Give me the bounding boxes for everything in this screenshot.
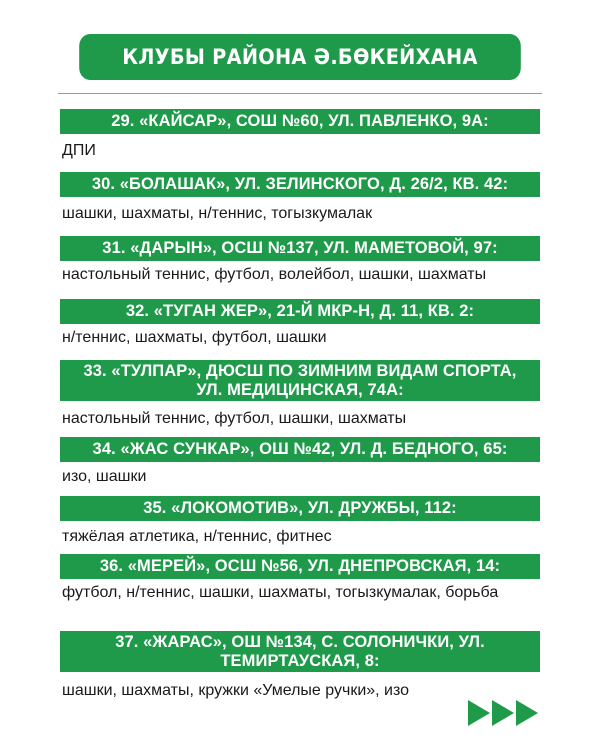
club-activities: тяжёлая атлетика, н/теннис, фитнес [62,528,332,545]
club-header: 34. «ЖАС СУНКАР», ОШ №42, УЛ. Д. БЕДНОГО, 65: [60,437,540,462]
page-title-text: КЛУБЫ РАЙОНА Ә.БӨКЕЙХАНА [122,45,478,69]
club-header: 32. «ТУГАН ЖЕР», 21-Й МКР-Н, Д. 11, КВ. 2: [60,299,540,324]
arrow-right-icon [516,700,538,726]
club-activities: шашки, шахматы, кружки «Умелые ручки», изо [62,682,410,699]
club-header: 35. «ЛОКОМОТИВ», УЛ. ДРУЖБЫ, 112: [60,496,540,521]
club-header: 31. «ДАРЫН», ОСШ №137, УЛ. МАМЕТОВОЙ, 97: [60,236,540,261]
club-activities: настольный теннис, футбол, волейбол, шашки, шахматы [62,266,487,283]
club-header: 30. «БОЛАШАК», УЛ. ЗЕЛИНСКОГО, Д. 26/2, КВ. 42: [60,172,540,197]
club-header: 36. «МЕРЕЙ», ОСШ №56, УЛ. ДНЕПРОВСКАЯ, 14: [60,554,540,579]
club-activities: изо, шашки [62,468,147,485]
club-activities: н/теннис, шахматы, футбол, шашки [62,329,327,346]
club-activities: ДПИ [62,142,96,159]
arrow-right-icon [468,700,490,726]
club-activities: настольный теннис, футбол, шашки, шахматы [62,410,407,427]
arrow-right-icon [492,700,514,726]
club-activities: футбол, н/теннис, шашки, шахматы, тогызкумалак, борьба [62,584,499,601]
club-header: 33. «ТУЛПАР», ДЮСШ ПО ЗИМНИМ ВИДАМ СПОРТА, УЛ. МЕДИЦИНСКАЯ, 74А: [60,360,540,401]
club-header: 37. «ЖАРАС», ОШ №134, С. СОЛОНИЧКИ, УЛ. ТЕМИРТАУСКАЯ, 8: [60,631,540,672]
club-header: 29. «КАЙСАР», СОШ №60, УЛ. ПАВЛЕНКО, 9А: [60,109,540,134]
club-activities: шашки, шахматы, н/теннис, тогызкумалак [62,205,373,222]
next-page-arrows[interactable] [468,700,538,726]
